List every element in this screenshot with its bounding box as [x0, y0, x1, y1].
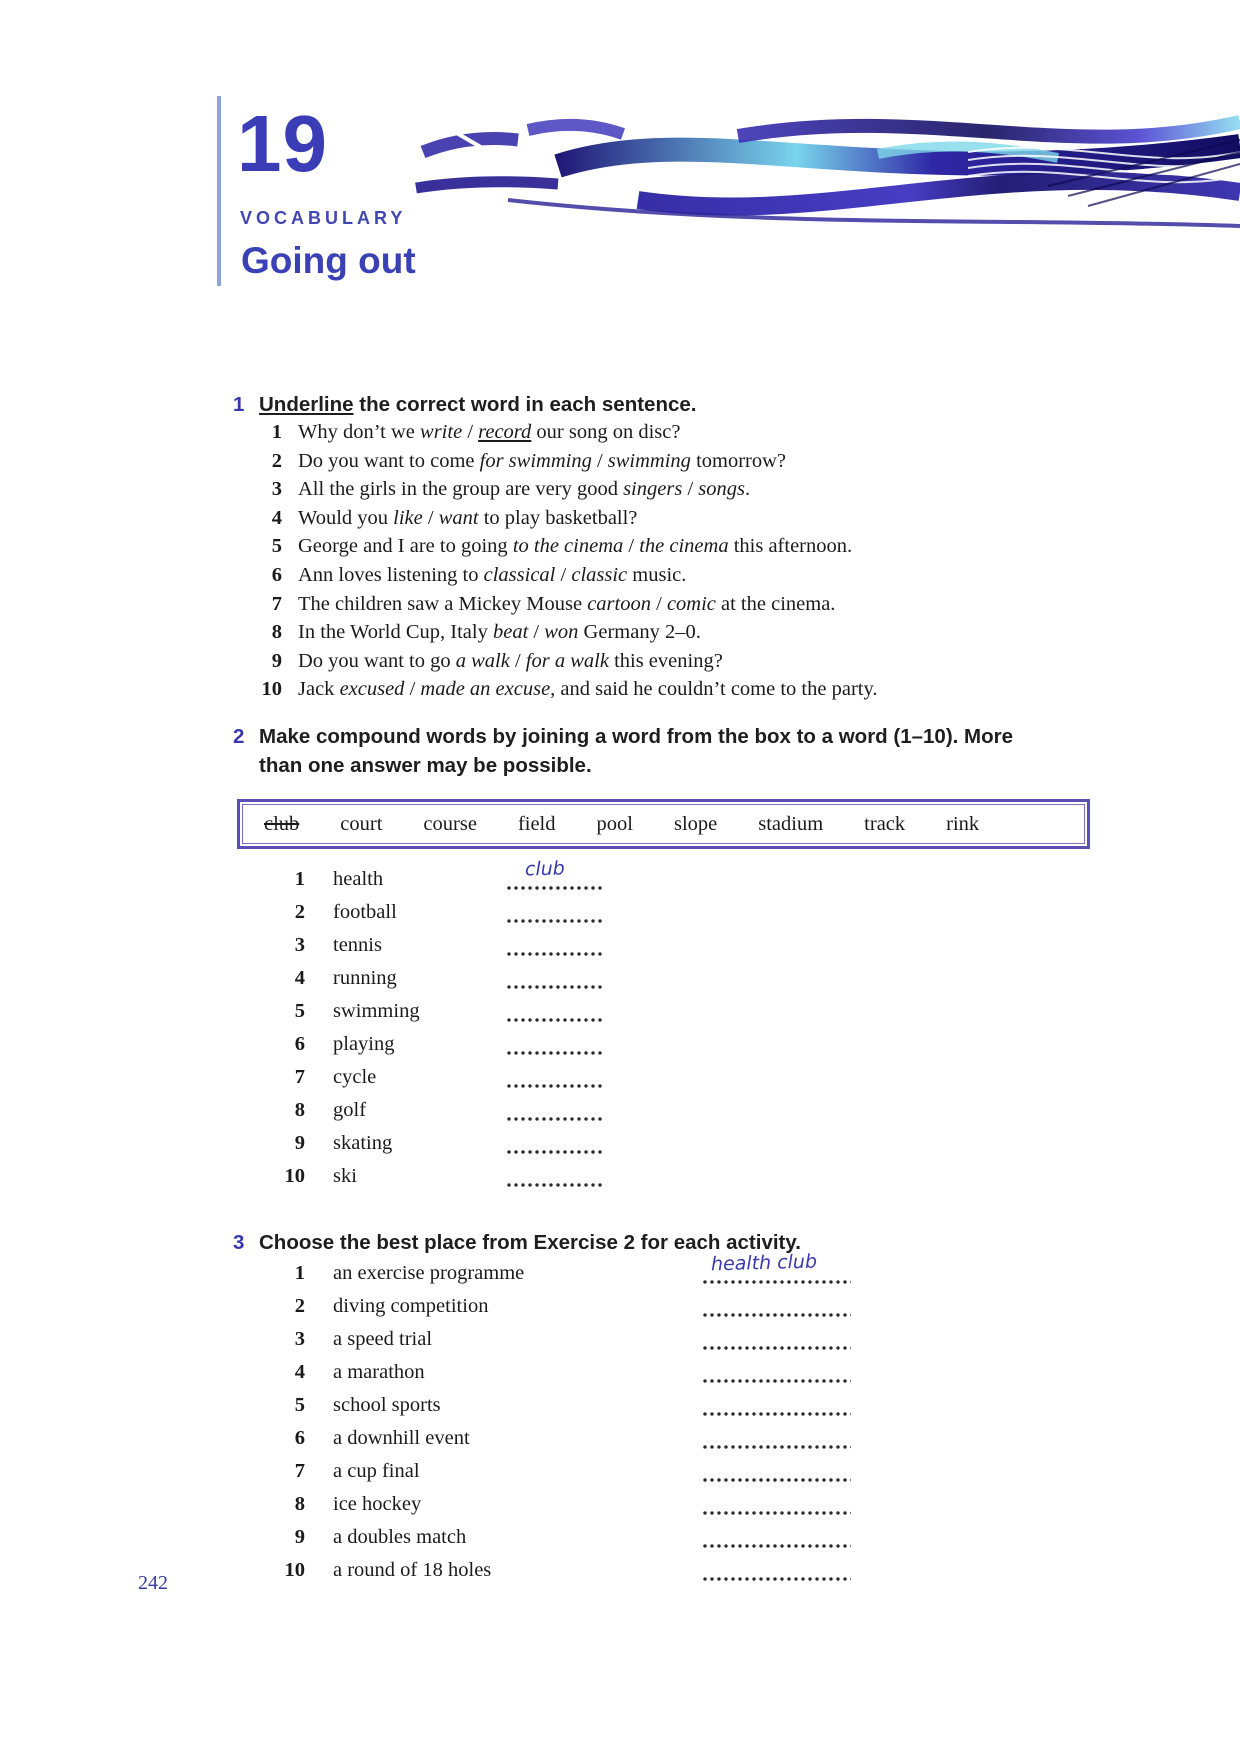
- activity-label: a doubles match: [333, 1526, 467, 1548]
- sentence-text: [298, 678, 878, 700]
- exercise2-item-list: [233, 857, 566, 1198]
- item-number: 1: [294, 1262, 305, 1284]
- compound-base-word: playing: [333, 1033, 395, 1055]
- box-word: slope: [673, 812, 718, 835]
- list-item: [233, 1250, 818, 1295]
- item-number: 3: [294, 934, 305, 956]
- sentence-item: [233, 478, 878, 507]
- list-item: [233, 1328, 524, 1361]
- sentence-fragment: tomorrow?: [690, 449, 787, 472]
- sentence-text: [298, 564, 686, 586]
- item-number: 8: [294, 1099, 305, 1121]
- dotted-answer-blank: [703, 1544, 851, 1548]
- answer-line: [507, 1165, 603, 1189]
- page-title: Going out: [241, 240, 416, 281]
- dotted-answer-blank: [703, 1379, 851, 1383]
- list-item: [233, 857, 566, 901]
- exercise3-number: 3: [233, 1231, 245, 1254]
- item-number: 6: [294, 1033, 305, 1055]
- item-number: 4: [294, 1361, 305, 1383]
- compound-base-word: skating: [333, 1132, 393, 1154]
- option-word: classic: [571, 563, 628, 586]
- sentence-fragment: /: [462, 421, 479, 443]
- dotted-answer-blank: [703, 1577, 851, 1581]
- sentence-fragment: Ann loves listening to: [298, 563, 484, 586]
- list-item: [233, 1295, 524, 1328]
- item-number: 7: [294, 1066, 305, 1088]
- compound-base-word: cycle: [333, 1066, 377, 1088]
- handwritten-answer: health club: [710, 1250, 818, 1276]
- sentence-fragment: /: [422, 506, 439, 529]
- answer-line: [507, 901, 603, 925]
- item-number: 7: [294, 1460, 305, 1482]
- activity-label: diving competition: [333, 1295, 489, 1317]
- exercise3-instruction: Choose the best place from Exercise 2 for each activity.: [259, 1231, 801, 1254]
- sentence-item: [233, 421, 878, 450]
- option-word: for a walk: [525, 649, 609, 672]
- option-word: cartoon: [587, 592, 651, 615]
- exercise2-heading: [233, 722, 1023, 780]
- sentence-fragment: this evening?: [608, 649, 723, 672]
- dotted-answer-blank: [507, 1051, 603, 1055]
- section-category-label: VOCABULARY: [240, 208, 407, 228]
- sentence-fragment: , and said he couldn’t come to the party.: [550, 678, 878, 701]
- answer-line: [703, 1526, 851, 1550]
- answer-line: [703, 1250, 851, 1286]
- sentence-text: [298, 478, 750, 500]
- box-word: stadium: [758, 812, 824, 835]
- option-word: for swimming: [479, 449, 592, 472]
- box-word: rink: [946, 812, 980, 835]
- dotted-answer-blank: [507, 952, 603, 956]
- answer-line: [507, 967, 603, 991]
- answer-line: [507, 1033, 603, 1057]
- box-word: court: [340, 812, 383, 835]
- sentence-number: 7: [271, 592, 282, 615]
- list-item: [233, 1165, 420, 1198]
- list-item: [233, 1526, 524, 1559]
- sentence-fragment: .: [744, 478, 751, 501]
- sentence-number: 10: [261, 678, 282, 701]
- dotted-answer-blank: [703, 1280, 851, 1284]
- answer-line: [703, 1493, 851, 1517]
- dotted-answer-blank: [703, 1313, 851, 1317]
- option-word: won: [544, 621, 579, 644]
- header-divider-line: [217, 96, 221, 286]
- answer-line: [507, 1132, 603, 1156]
- sentence-fragment: In the World Cup, Italy: [298, 621, 493, 644]
- option-word: like: [393, 506, 423, 529]
- sentence-fragment: our song on disc?: [531, 421, 681, 443]
- sentence-fragment: /: [528, 621, 545, 644]
- option-word: write: [420, 421, 463, 443]
- exercise3-item-list: [233, 1250, 818, 1592]
- sentence-fragment: /: [591, 449, 608, 472]
- list-item: [233, 1427, 524, 1460]
- dotted-answer-blank: [703, 1412, 851, 1416]
- sentence-item: [233, 507, 878, 536]
- dotted-answer-blank: [507, 1018, 603, 1022]
- list-item: [233, 1132, 420, 1165]
- sentence-text: [298, 535, 852, 557]
- answer-line: [507, 934, 603, 958]
- list-item: [233, 967, 420, 1000]
- sentence-fragment: Would you: [298, 506, 394, 529]
- dotted-answer-blank: [507, 985, 603, 989]
- sentence-text: [298, 450, 786, 472]
- sentence-item: [233, 678, 878, 707]
- list-item: [233, 1033, 420, 1066]
- box-word: track: [864, 812, 906, 835]
- list-item: [233, 901, 420, 934]
- sentence-item: [233, 650, 878, 679]
- compound-base-word: football: [333, 901, 397, 923]
- compound-base-word: swimming: [333, 1000, 420, 1022]
- activity-label: a downhill event: [333, 1427, 470, 1449]
- sentence-text: [298, 650, 723, 672]
- activity-label: a speed trial: [333, 1328, 433, 1350]
- answer-line: [703, 1295, 851, 1319]
- sentence-fragment: /: [623, 535, 640, 558]
- option-word: singers: [623, 478, 683, 501]
- sentence-fragment: Jack: [298, 678, 340, 701]
- sentence-item: [233, 564, 878, 593]
- option-word: the cinema: [639, 535, 729, 558]
- activity-label: school sports: [333, 1394, 441, 1416]
- sentence-text: [298, 593, 835, 615]
- handwritten-answer: club: [524, 857, 566, 881]
- sentence-fragment: All the girls in the group are very good: [298, 478, 624, 501]
- answer-line: [507, 857, 603, 892]
- sentence-fragment: George and I are to going: [298, 535, 513, 558]
- option-word: songs: [698, 478, 745, 501]
- option-word: comic: [666, 592, 716, 615]
- exercise1-heading: [233, 390, 953, 419]
- box-word: course: [423, 812, 477, 835]
- answer-line: [507, 1000, 603, 1024]
- sentence-fragment: /: [509, 649, 526, 672]
- compound-base-word: health: [333, 868, 384, 890]
- item-number: 10: [284, 1559, 305, 1581]
- sentence-item: [233, 593, 878, 622]
- sentence-fragment: Do you want to go: [298, 649, 456, 672]
- sentence-text: [298, 621, 701, 643]
- answer-line: [703, 1427, 851, 1451]
- list-item: [233, 934, 420, 967]
- option-word: swimming: [607, 449, 691, 472]
- sentence-fragment: Why don’t we: [298, 421, 421, 443]
- answer-line: [507, 1099, 603, 1123]
- item-number: 9: [294, 1526, 305, 1548]
- answer-line: [703, 1361, 851, 1385]
- box-word-used: club: [264, 812, 300, 835]
- option-word: record: [478, 421, 532, 443]
- box-word: pool: [596, 812, 633, 835]
- item-number: 3: [294, 1328, 305, 1350]
- sentence-fragment: Germany 2–0.: [578, 621, 701, 644]
- sentence-number: 6: [271, 563, 282, 586]
- dotted-answer-blank: [507, 886, 603, 890]
- answer-line: [703, 1328, 851, 1352]
- sentence-fragment: The children saw a Mickey Mouse: [298, 592, 588, 615]
- exercise2-instruction: Make compound words by joining a word from the box to a word (1–10). More than one answer may be possible.: [259, 725, 1014, 777]
- sentence-fragment: music.: [627, 563, 687, 586]
- item-number: 2: [294, 901, 305, 923]
- dotted-answer-blank: [507, 1117, 603, 1121]
- answer-line: [703, 1394, 851, 1418]
- compound-base-word: running: [333, 967, 397, 989]
- sentence-number: 9: [271, 649, 282, 672]
- option-word: a walk: [455, 649, 510, 672]
- item-number: 5: [294, 1394, 305, 1416]
- compound-base-word: golf: [333, 1099, 367, 1121]
- list-item: [233, 1099, 420, 1132]
- list-item: [233, 1000, 420, 1033]
- sentence-fragment: /: [555, 563, 572, 586]
- option-word: made an excuse: [420, 678, 551, 701]
- sentence-fragment: /: [650, 592, 667, 615]
- activity-label: a round of 18 holes: [333, 1559, 492, 1581]
- dotted-answer-blank: [703, 1445, 851, 1449]
- decorative-swirl-graphic: [408, 100, 1240, 240]
- compound-base-word: ski: [333, 1165, 357, 1187]
- compound-base-word: tennis: [333, 934, 382, 956]
- sentence-fragment: to play basketball?: [478, 506, 638, 529]
- sentence-text: [298, 421, 680, 443]
- box-word: field: [517, 812, 556, 835]
- exercise1-sentence-list: [233, 421, 878, 707]
- exercise3-heading: [233, 1228, 953, 1257]
- answer-line: [703, 1559, 851, 1583]
- option-word: excused: [339, 678, 405, 701]
- item-number: 9: [294, 1132, 305, 1154]
- sentence-number: 4: [271, 506, 282, 529]
- item-number: 8: [294, 1493, 305, 1515]
- dotted-answer-blank: [507, 1150, 603, 1154]
- word-box: [237, 799, 1090, 849]
- sentence-item: [233, 535, 878, 564]
- sentence-text: [298, 507, 637, 529]
- list-item: [233, 1493, 524, 1526]
- dotted-answer-blank: [507, 1183, 603, 1187]
- item-number: 2: [294, 1295, 305, 1317]
- sentence-item: [233, 621, 878, 650]
- sentence-number: 5: [271, 535, 282, 558]
- sentence-fragment: at the cinema.: [715, 592, 836, 615]
- sentence-number: 2: [271, 449, 282, 472]
- activity-label: ice hockey: [333, 1493, 422, 1515]
- option-word: beat: [492, 621, 529, 644]
- sentence-fragment: this afternoon.: [728, 535, 853, 558]
- unit-number: 19: [237, 99, 328, 188]
- option-word: classical: [483, 563, 556, 586]
- sentence-fragment: /: [404, 678, 421, 701]
- sentence-item: [233, 450, 878, 479]
- dotted-answer-blank: [703, 1511, 851, 1515]
- activity-label: a cup final: [333, 1460, 420, 1482]
- list-item: [233, 1361, 524, 1394]
- dotted-answer-blank: [703, 1478, 851, 1482]
- list-item: [233, 1066, 420, 1099]
- list-item: [233, 1460, 524, 1493]
- sentence-number: 1: [271, 421, 282, 443]
- activity-label: an exercise programme: [333, 1262, 525, 1284]
- answer-line: [507, 1066, 603, 1090]
- dotted-answer-blank: [507, 1084, 603, 1088]
- item-number: 10: [284, 1165, 305, 1187]
- item-number: 5: [294, 1000, 305, 1022]
- exercise1-instruction: Underline the correct word in each sentence.: [259, 393, 697, 416]
- sentence-number: 8: [271, 621, 282, 644]
- sentence-number: 3: [271, 478, 282, 501]
- dotted-answer-blank: [507, 919, 603, 923]
- item-number: 1: [294, 868, 305, 890]
- option-word: want: [438, 506, 479, 529]
- item-number: 4: [294, 967, 305, 989]
- dotted-answer-blank: [703, 1346, 851, 1350]
- sentence-fragment: Do you want to come: [298, 449, 480, 472]
- page-number: 242: [138, 1572, 168, 1594]
- answer-line: [703, 1460, 851, 1484]
- activity-label: a marathon: [333, 1361, 425, 1383]
- item-number: 6: [294, 1427, 305, 1449]
- list-item: [233, 1559, 524, 1592]
- exercise2-number: 2: [233, 725, 245, 748]
- sentence-fragment: /: [682, 478, 699, 501]
- option-word: to the cinema: [512, 535, 624, 558]
- exercise1-number: 1: [233, 393, 245, 416]
- list-item: [233, 1394, 524, 1427]
